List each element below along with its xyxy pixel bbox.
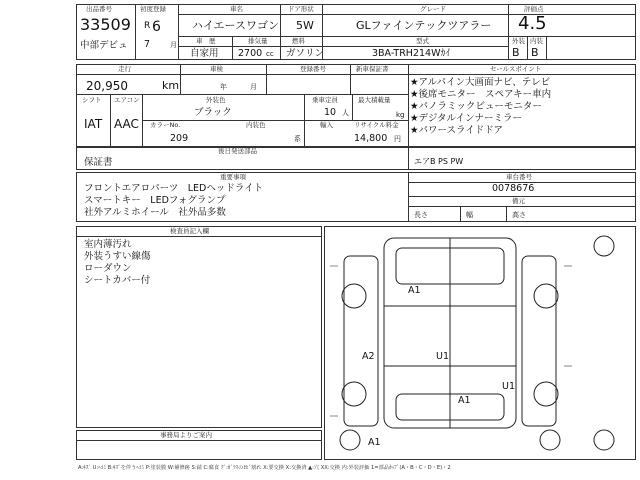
inspection: 自家用 (190, 48, 219, 59)
displacement: 2700 (238, 48, 263, 59)
equipment-item: 保証書 (84, 157, 113, 168)
sales-point-item: ★アルパイン大画面ナビ、テレビ (410, 77, 551, 88)
door-label: ドア形状 (288, 5, 314, 13)
damage-mark: A1 (408, 285, 421, 296)
mileage-unit: km (162, 79, 180, 92)
reg-no-label: 登録番号 (300, 65, 326, 73)
dim-label: 備元 (512, 197, 525, 205)
score-label: 評価点 (524, 5, 544, 13)
recycle-unit: 円 (394, 135, 401, 143)
capacity-unit: 人 (342, 109, 349, 117)
score: 4.5 (518, 13, 547, 34)
options: エアB PS PW (414, 157, 464, 166)
lot-number: 33509 (80, 15, 131, 34)
month: 7 (144, 39, 151, 50)
fuel-label: 燃料 (292, 37, 305, 45)
note-item: 社外アルミホイール 社外品多数 (84, 207, 226, 218)
displacement-unit: cc (266, 50, 274, 58)
equipment-section (76, 146, 636, 170)
grade-label: グレード (420, 5, 446, 13)
color-no-label: カラーNo. (150, 121, 181, 129)
reg-year-unit: 年 (220, 83, 227, 91)
inspector-item: ローダウン (84, 263, 132, 274)
sales-point-item: ★デジタルインナーミラー (410, 113, 522, 124)
color-ext-label: 外装色 (206, 96, 226, 104)
sales-point-item: ★後席モニター スペアキー車内 (410, 89, 552, 100)
car-name: ハイエースワゴン (192, 19, 280, 32)
grade: GLファインテックツアラー (356, 19, 492, 32)
damage-mark: A1 (368, 437, 381, 448)
displacement-label: 排気量 (248, 37, 268, 45)
color-ext: ブラック (194, 107, 232, 118)
kg-unit: kg (396, 111, 405, 119)
era: R (144, 21, 151, 31)
debut-text: 中部デビュ (80, 40, 128, 51)
door-type: 5W (296, 19, 314, 32)
equipment-label: 後日発送部品 (218, 147, 257, 155)
mileage-label: 走行 (118, 65, 131, 73)
inspector-item: シートカバー付 (84, 275, 151, 286)
inspector-item: 室内薄汚れ (84, 239, 132, 250)
note-item: スマートキー LEDフォグランプ (84, 195, 226, 206)
exterior-label: 外装 (512, 37, 525, 45)
reg-month-unit: 月 (250, 83, 257, 91)
damage-mark: U1 (502, 381, 515, 392)
recycle-fee: 14,800 (354, 133, 388, 144)
height-label: 高さ (512, 211, 526, 219)
sales-points-label: セールスポイント (490, 65, 542, 73)
capacity-label: 乗車定員 (312, 96, 338, 104)
inspection-label: 車 歴 (196, 37, 216, 45)
damage-mark: A1 (458, 395, 471, 406)
shift: IAT (84, 117, 103, 131)
lot-label: 出品番号 (86, 5, 112, 13)
month-unit: 月 (170, 41, 177, 49)
max-load-label: 最大積載量 (358, 96, 391, 104)
vin-label: 車台番号 (506, 173, 532, 181)
car-diagram-svg (324, 226, 636, 460)
width-label: 幅 (466, 211, 473, 219)
car-name-label: 車名 (230, 5, 243, 13)
vin: 0078676 (492, 183, 535, 194)
capacity: 10 (324, 107, 337, 118)
interior-label: 内装 (530, 37, 543, 45)
exterior-grade: B (512, 46, 520, 59)
model-label: 型式 (416, 37, 429, 45)
aircon-label: エアコン (114, 96, 140, 104)
recycle-label: リサイクル料金 (354, 121, 399, 129)
model: 3BA-TRH214Wｶｲ (372, 48, 450, 59)
notes-label: 重要事項 (220, 173, 246, 181)
footer-legend: A:ｷｽﾞ U:ﾍｺﾐ B:ｷｽﾞを伴うﾍｺﾐ P:塗装膜 W:補修跡 S:錆 C:腐食 ｸﾞ:ｶﾞﾗｽのﾋﾋﾞ割れ X:要交換 X:交換済 ▲:穴 XX:交換 内:外装評価 1=部品ｶｯﾌﾟ(A・B・C・D・E)・2 (78, 465, 451, 471)
mileage: 20,950 (86, 79, 128, 93)
shift-label: シフト (82, 96, 102, 104)
sales-point-item: ★パノラミックビューモニター (410, 101, 542, 112)
interior-grade: B (531, 46, 539, 59)
length-label: 長さ (414, 211, 428, 219)
fuel: ガソリン (286, 48, 325, 59)
damage-mark: U1 (436, 351, 449, 362)
damage-mark: A2 (362, 351, 375, 362)
inspector-label: 検査員記入欄 (170, 227, 209, 235)
note-item: フロントエアロパーツ LEDヘッドライト (84, 183, 264, 194)
color-no: 209 (170, 133, 189, 144)
int-color-label: 内装色 (246, 121, 266, 129)
first-reg-label: 初度登録 (140, 5, 166, 13)
inspector-item: 外装うすい線傷 (84, 251, 151, 262)
spec-label: 新車保証書 (356, 65, 389, 73)
office-label: 事務局よりご案内 (160, 431, 212, 439)
color-label: 車検 (210, 65, 223, 73)
year: 6 (152, 19, 161, 35)
ton-label: 系 (294, 135, 301, 143)
sales-point-item: ★パワースライドドア (410, 125, 503, 136)
aircon: AAC (114, 117, 139, 131)
import-label: 輸入 (320, 121, 333, 129)
